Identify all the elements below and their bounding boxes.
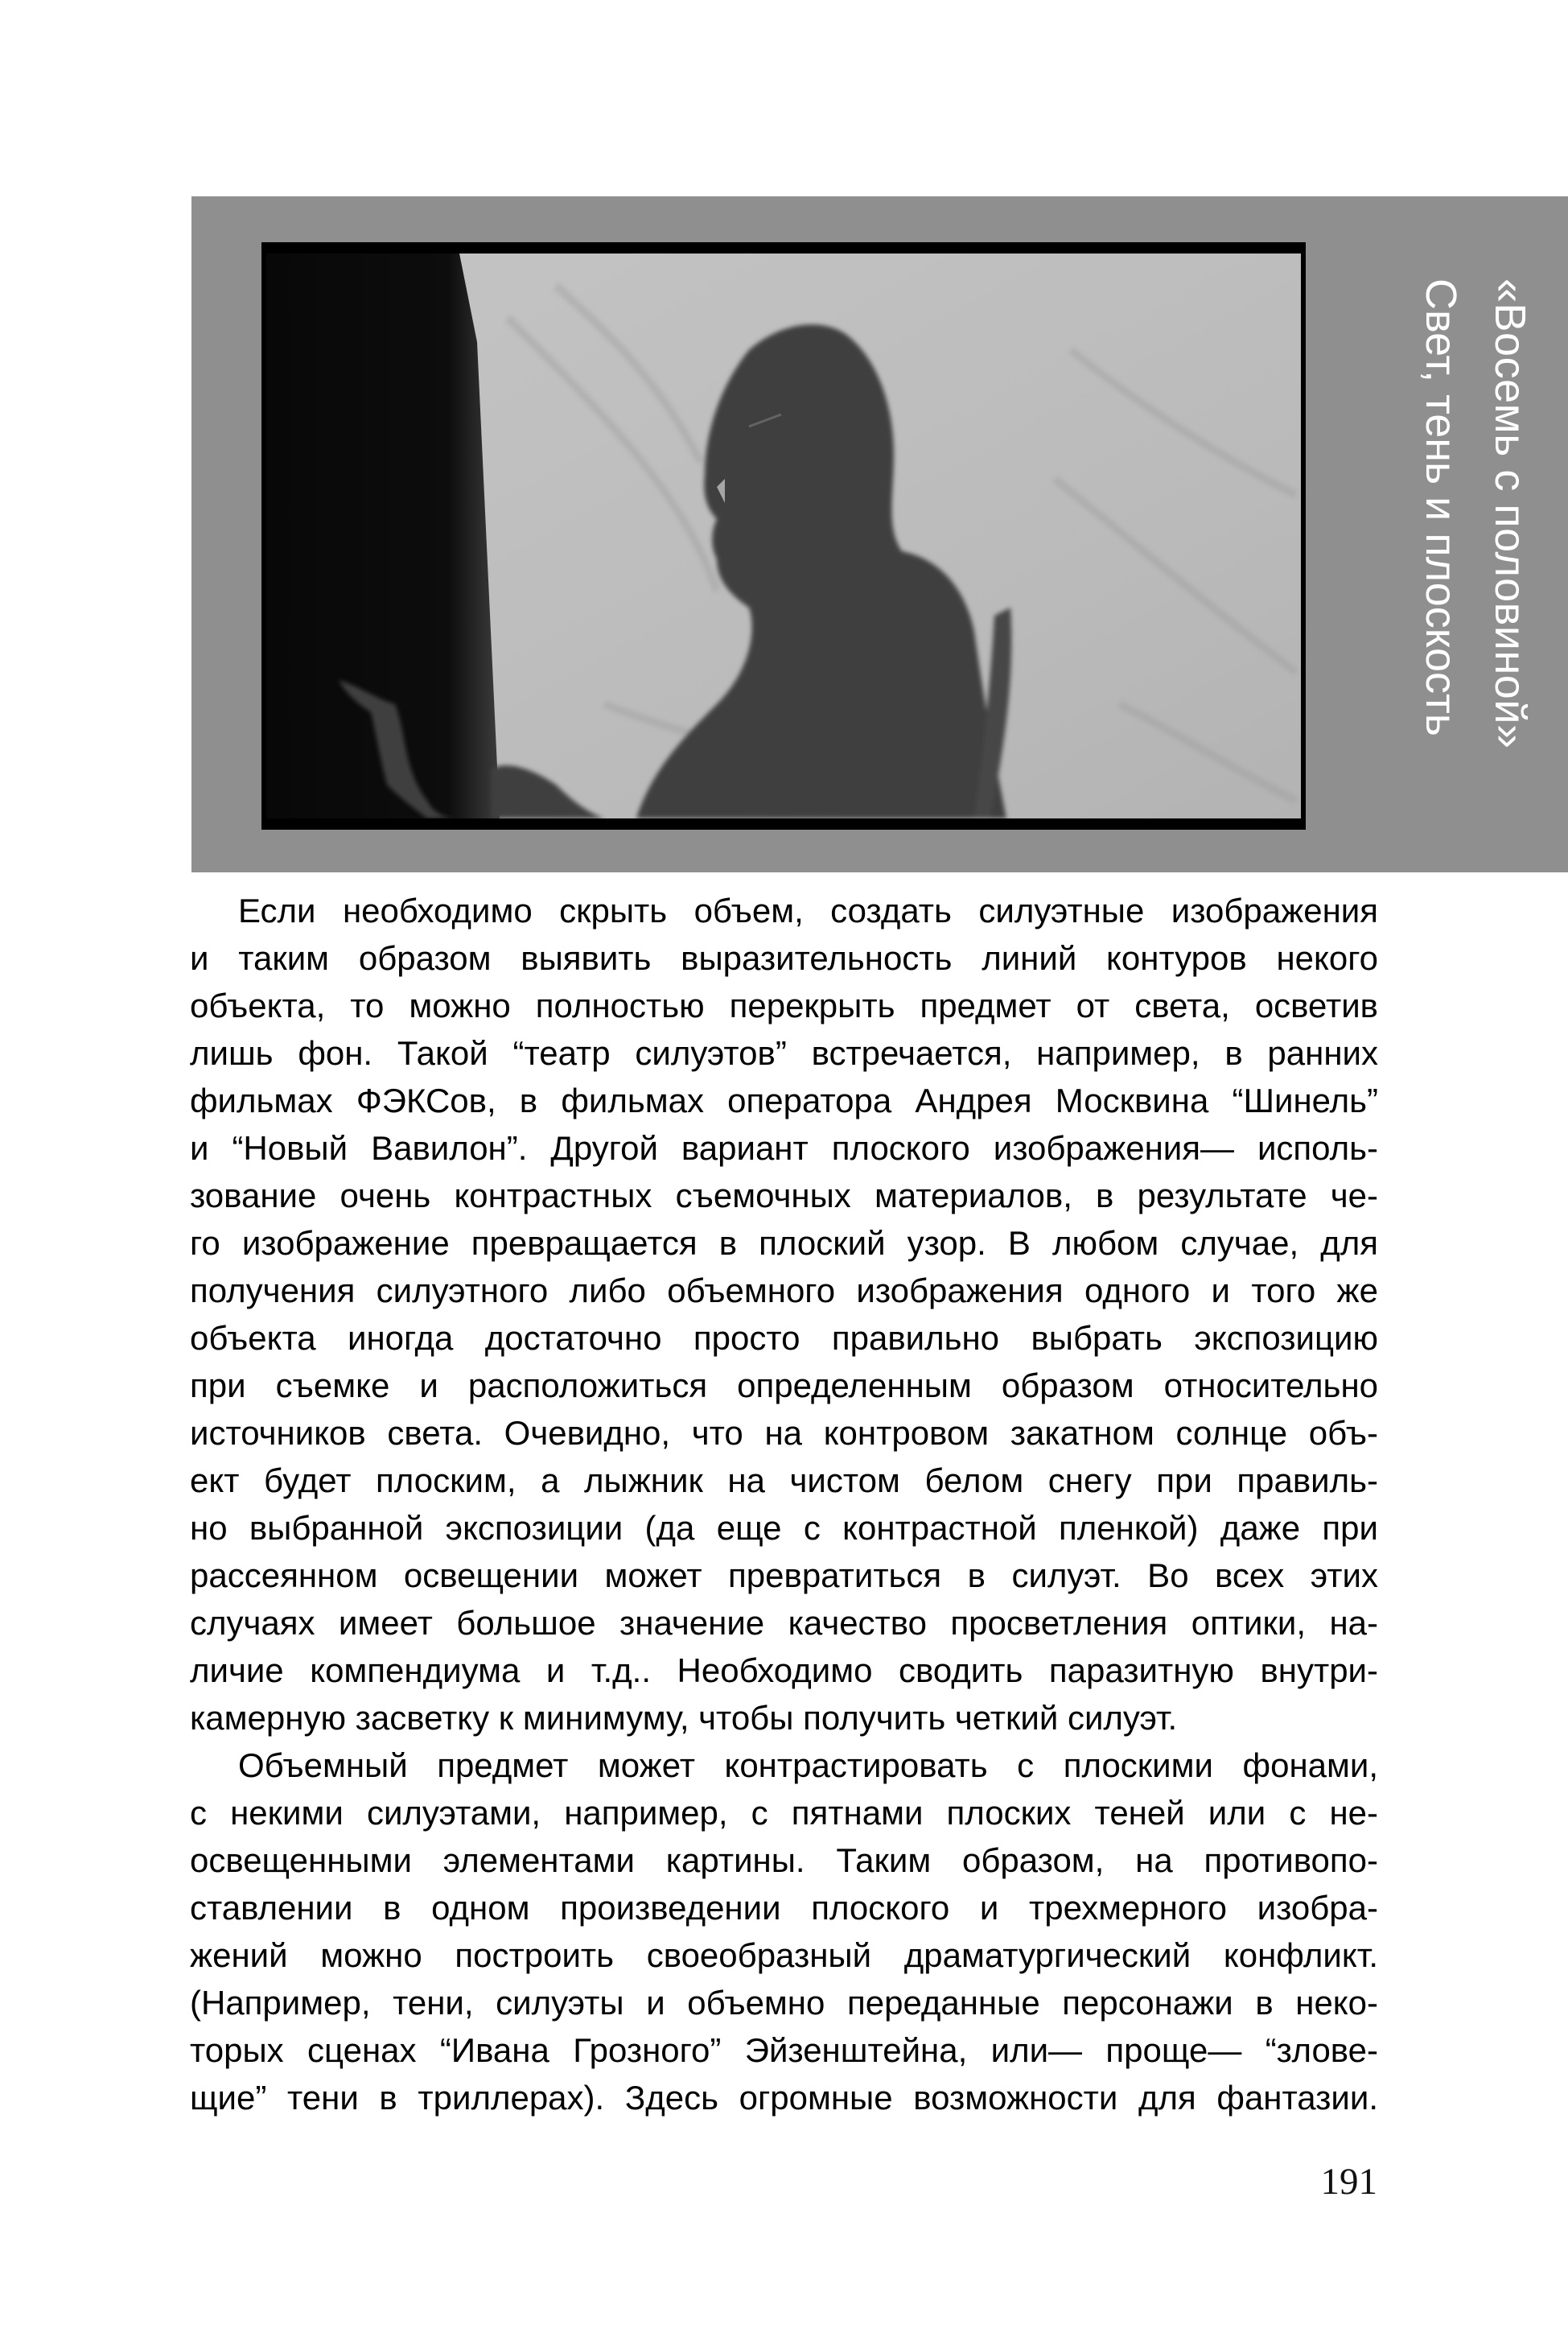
text-line: объекта, то можно полностью перекрыть предмет от света, осветив [190, 987, 1378, 1024]
text-line: щие” тени в триллерах). Здесь огромные возможности для фантазии. [190, 2079, 1378, 2117]
text-line: и “Новый Вавилон”. Другой вариант плоского изображения— исполь- [190, 1129, 1378, 1167]
silhouette-photo [266, 254, 1301, 818]
text-line: го изображение превращается в плоский узор. В любом случае, для [190, 1224, 1378, 1262]
text-line: фильмах ФЭКСов, в фильмах оператора Андрея Москвина “Шинель” [190, 1082, 1378, 1119]
text-line: источников света. Очевидно, что на контровом закатном солнце объ- [190, 1414, 1378, 1452]
text-line: с некими силуэтами, например, с пятнами плоских теней или с не- [190, 1794, 1378, 1832]
text-line: торых сценах “Ивана Грозного” Эйзенштейна, или— проще— “злове- [190, 2031, 1378, 2069]
text-line: случаях имеет большое значение качество просветления оптики, на- [190, 1604, 1378, 1642]
text-line: камерную засветку к минимуму, чтобы получить четкий силуэт. [190, 1699, 1178, 1737]
text-line: рассеянном освещении может превратиться в силуэт. Во всех этих [190, 1556, 1378, 1594]
photo-frame [261, 242, 1306, 830]
text-line: жений можно построить своеобразный драматургический конфликт. [190, 1936, 1378, 1974]
text-line: объекта иногда достаточно просто правильно выбрать экспозицию [190, 1319, 1378, 1357]
text-line: получения силуэтного либо объемного изображения одного и того же [190, 1272, 1378, 1309]
text-line: но выбранной экспозиции (да еще с контрастной пленкой) даже при [190, 1509, 1378, 1547]
text-line: при съемке и расположиться определенным образом относительно [190, 1366, 1378, 1404]
text-line: ставлении в одном произведении плоского и трехмерного изобра- [190, 1889, 1378, 1927]
text-line: освещенными элементами картины. Таким образом, на противопо- [190, 1841, 1378, 1879]
text-line: и таким образом выявить выразительность линий контуров некого [190, 939, 1378, 977]
body-text [190, 887, 1378, 2121]
chapter-title-line1: «Восемь с половиной» [1486, 278, 1534, 749]
paragraph-2 [190, 1742, 1378, 2121]
text-line: ект будет плоским, а лыжник на чистом белом снегу при правиль- [190, 1461, 1378, 1499]
text-line: (Например, тени, силуэты и объемно переданные персонажи в неко- [190, 1984, 1378, 2022]
text-line: Если необходимо скрыть объем, создать силуэтные изображения [238, 892, 1378, 930]
page-number: 191 [1320, 2161, 1377, 2203]
chapter-title-line2: Свет, тень и плоскость [1417, 278, 1465, 736]
text-line: Объемный предмет может контрастировать с плоскими фонами, [238, 1746, 1378, 1784]
text-line: личие компендиума и т.д.. Необходимо сводить паразитную внутри- [190, 1651, 1378, 1689]
paragraph-1 [190, 887, 1378, 1742]
text-line: лишь фон. Такой “театр силуэтов” встречается, например, в ранних [190, 1034, 1378, 1072]
text-line: зование очень контрастных съемочных материалов, в результате че- [190, 1177, 1378, 1214]
